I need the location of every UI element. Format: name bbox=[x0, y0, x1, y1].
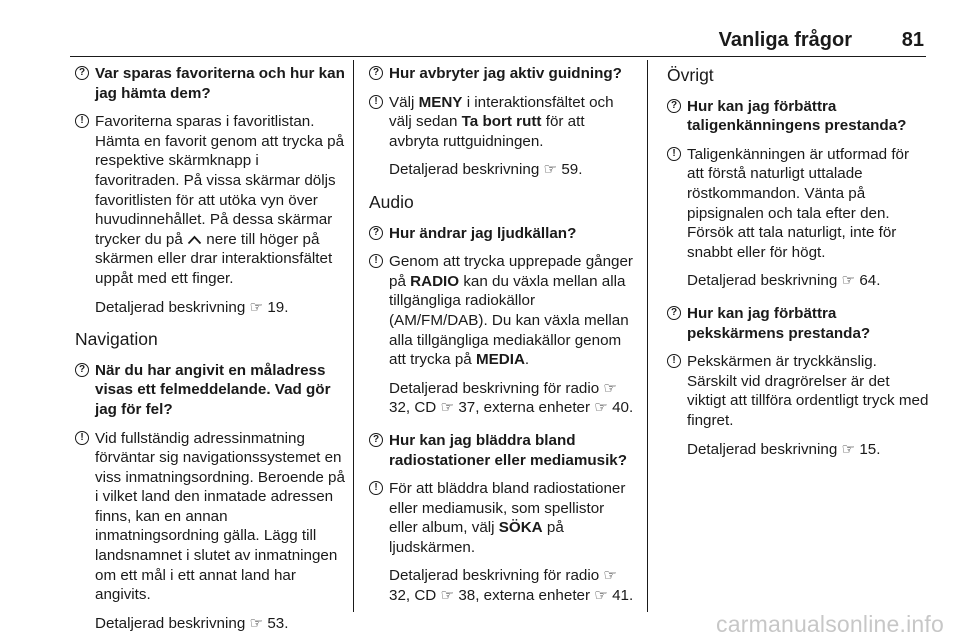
question-icon: ? bbox=[75, 66, 89, 80]
answer-icon: ! bbox=[75, 431, 89, 445]
answer-block bbox=[75, 429, 347, 605]
question-icon: ? bbox=[369, 433, 383, 447]
answer-text: Pekskärmen är tryckkänslig. Särskilt vid dragrörelser är det viktigt att tillföra ordentligt tryck med fingret. bbox=[687, 353, 929, 429]
question-block bbox=[369, 224, 637, 244]
question-text: När du har angivit en måladress visas ett felmeddelande. Vad gör jag för fel? bbox=[95, 361, 331, 418]
column-2 bbox=[369, 64, 637, 619]
column-divider bbox=[647, 60, 648, 612]
detail-reference: Detaljerad beskrivning ☞ 15. bbox=[687, 440, 881, 458]
answer-icon: ! bbox=[369, 481, 383, 495]
detail-reference: Detaljerad beskrivning ☞ 64. bbox=[687, 272, 881, 290]
detail-reference: Detaljerad beskrivning för radio ☞ 32, CD ☞ 37, externa enheter ☞ 40. bbox=[389, 379, 634, 417]
column-3 bbox=[667, 64, 929, 472]
answer-block bbox=[667, 145, 929, 263]
chevron-up-icon bbox=[187, 235, 202, 245]
page-header bbox=[0, 0, 960, 56]
question-text: Hur ändrar jag ljudkällan? bbox=[389, 224, 577, 242]
section-heading-audio: Audio bbox=[369, 191, 414, 212]
detail-reference: Detaljerad beskrivning för radio ☞ 32, CD ☞ 38, externa enheter ☞ 41. bbox=[389, 567, 634, 605]
question-block bbox=[369, 431, 637, 470]
question-icon: ? bbox=[369, 226, 383, 240]
question-block bbox=[667, 97, 929, 136]
watermark: carmanualsonline.info bbox=[716, 611, 944, 637]
answer-text: Välj MENY i interaktionsfältet och välj sedan Ta bort rutt för att avbryta ruttguidningen. bbox=[389, 93, 614, 150]
column-1 bbox=[75, 64, 347, 642]
answer-text: Taligenkänningen är utformad för att förstå naturligt uttalade röstkommandon. Vänta på pipsignalen och tala efter den. Försök att tala naturligt, inte för snabbt eller för högt. bbox=[687, 145, 910, 261]
question-icon: ? bbox=[369, 66, 383, 80]
question-block bbox=[369, 64, 637, 84]
header-title: Vanliga frågor bbox=[718, 29, 852, 51]
question-text: Hur kan jag förbättra pekskärmens prestanda? bbox=[687, 304, 871, 342]
detail-reference: Detaljerad beskrivning ☞ 53. bbox=[95, 614, 289, 632]
section-heading-ovrigt: Övrigt bbox=[667, 65, 714, 85]
question-icon: ? bbox=[667, 99, 681, 113]
page-number: 81 bbox=[901, 29, 924, 51]
detail-reference: Detaljerad beskrivning ☞ 19. bbox=[95, 298, 289, 316]
question-text: Hur kan jag förbättra taligenkänningens prestanda? bbox=[687, 97, 907, 135]
question-text: Hur kan jag bläddra bland radiostationer eller mediamusik? bbox=[389, 431, 628, 469]
question-text: Hur avbryter jag aktiv guidning? bbox=[389, 65, 622, 82]
answer-block bbox=[369, 93, 637, 152]
question-block bbox=[667, 304, 929, 343]
answer-block bbox=[369, 479, 637, 557]
answer-text: För att bläddra bland radiostationer eller mediamusik, som spellistor eller album, välj SÖKA på ljudskärmen. bbox=[389, 480, 626, 556]
question-text: Var sparas favoriterna och hur kan jag hämta dem? bbox=[95, 65, 345, 102]
question-icon: ? bbox=[75, 363, 89, 377]
answer-text: Genom att trycka upprepade gånger på RADIO kan du växla mellan alla tillgängliga radiokällor (AM/FM/DAB). Du kan växla mellan alla tillgängliga mediakällor genom att trycka på MEDIA. bbox=[389, 253, 633, 369]
answer-text: Favoriterna sparas i favoritlistan. Hämta en favorit genom att trycka på respektive skärmknapp i favoritraden. På vissa skärmar döljs favoritlisten för att utöka vyn över huvudinnehållet. På dessa skärmar trycker du på nere till höger på skärmen eller drar interaktionsfältet uppåt med ett finger. bbox=[95, 113, 345, 287]
answer-text: Vid fullständig adressinmatning förväntar sig navigationssystemet en viss inmatningsordning. Beroende på i vilket land den inmatade adressen finns, kan en annan inmatningsordning gälla. Lägg till landsnamnet i slutet av inmatningen om ett mål i ett annat land har angivits. bbox=[95, 429, 345, 604]
section-heading-navigation: Navigation bbox=[75, 329, 158, 350]
answer-icon: ! bbox=[667, 147, 681, 161]
answer-block bbox=[667, 352, 929, 430]
detail-reference: Detaljerad beskrivning ☞ 59. bbox=[389, 161, 583, 179]
answer-block bbox=[75, 112, 347, 288]
header-rule bbox=[70, 56, 926, 57]
answer-icon: ! bbox=[75, 114, 89, 128]
answer-block bbox=[369, 252, 637, 370]
question-block bbox=[75, 64, 347, 103]
answer-icon: ! bbox=[369, 254, 383, 268]
answer-icon: ! bbox=[667, 354, 681, 368]
column-divider bbox=[353, 60, 354, 612]
question-block bbox=[75, 361, 347, 420]
answer-icon: ! bbox=[369, 95, 383, 109]
question-icon: ? bbox=[667, 306, 681, 320]
